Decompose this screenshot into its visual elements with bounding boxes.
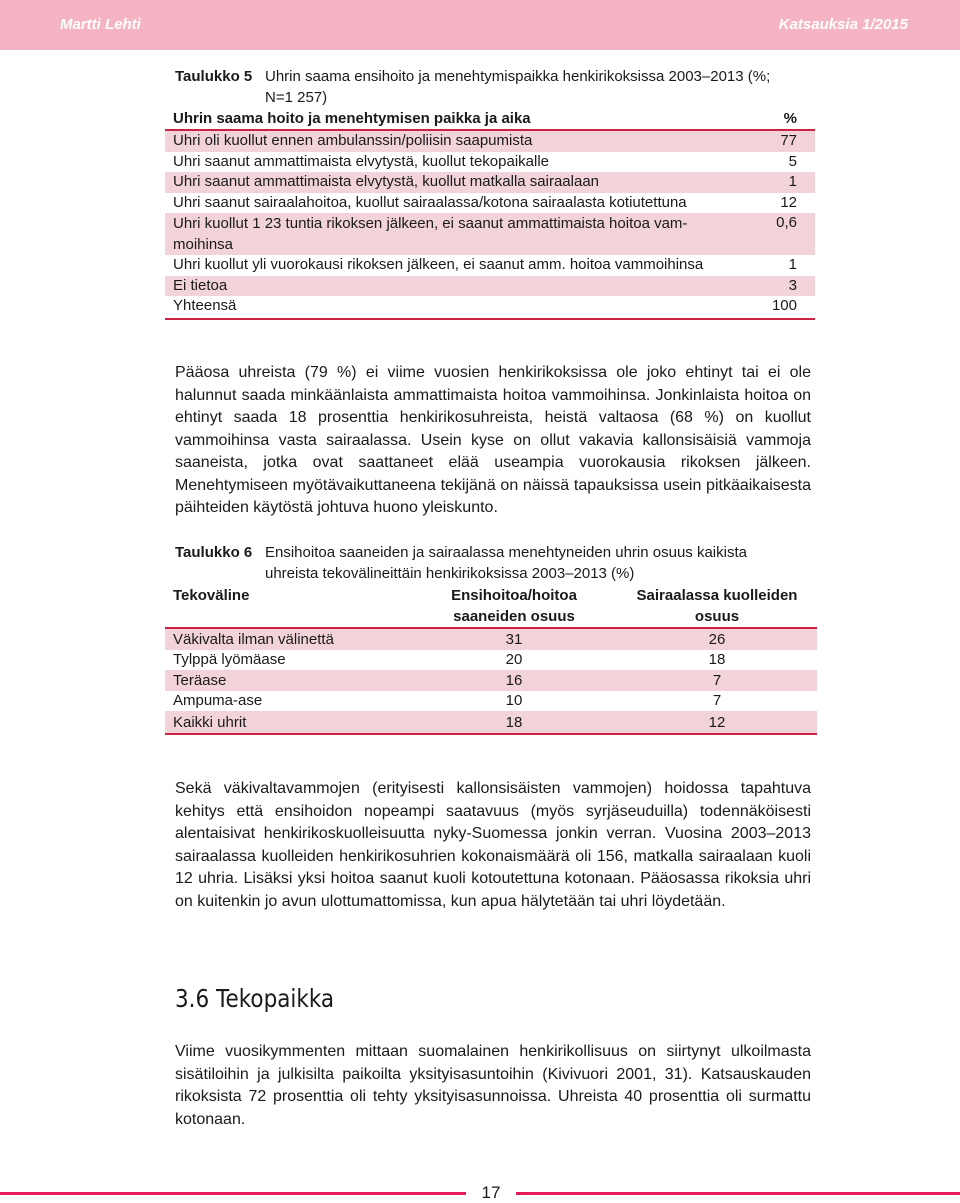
table-row <box>165 193 815 214</box>
table1-caption <box>175 66 815 108</box>
table2-header-row <box>165 584 817 628</box>
table1-cell-value: 1 <box>788 256 797 273</box>
header-author: Martti Lehti <box>60 16 141 33</box>
table2-cell-b: 26 <box>617 628 817 650</box>
section-heading <box>175 984 334 1013</box>
table2-cell-a: 10 <box>505 692 523 710</box>
table2-header-hospital: Sairaalassa kuolleiden osuus <box>617 584 817 628</box>
table1-header-row <box>165 108 815 130</box>
table-row <box>165 276 815 297</box>
table1-cell-value: 12 <box>780 193 797 211</box>
table2-caption <box>175 542 815 584</box>
table2-header-treated: Ensihoitoa/hoitoa saaneiden osuus <box>411 584 617 628</box>
table2-cell-label: Ampuma-ase <box>173 692 263 710</box>
table1-cell-label: Uhri kuollut 1 23 tuntia rikoksen jälkeen, ei saanut ammattimaista hoitoa vam- moihinsa <box>165 213 729 255</box>
table-row <box>165 152 815 173</box>
header-publication: Katsauksia 1/2015 <box>778 16 908 33</box>
paragraph-3: Viime vuosikymmenten mittaan suomalainen henkirikollisuus on siirtynyt ulkoilmasta sisätiloihin ja julkisilta paikoilta yksityisasuntoihin (Kivivuori 2001, 31). Katsauskauden rikoksista 72 prosenttia oli tehty yksityisasunnoissa. Uhreista 40 prosenttia oli surmattu kotonaan. <box>175 1043 811 1128</box>
table2-cell-a: 20 <box>505 651 523 669</box>
table1-cell-value: 77 <box>729 130 815 152</box>
table-row <box>165 213 815 255</box>
table2-cell-b: 18 <box>708 651 726 669</box>
table1-caption-line1: Uhrin saama ensihoito ja menehtymispaikka henkirikoksissa 2003–2013 (%; <box>265 68 771 85</box>
table2-cell-a: 31 <box>411 628 617 650</box>
paragraph-1: Pääosa uhreista (79 %) ei viime vuosien henkirikoksissa ole joko ehtinyt tai ei ole halunnut saada minkäänlaista ammattimaista hoitoa vammoihinsa. Jonkinlaista hoitoa on ehtinyt saada 18 prosenttia henkirikosuhreista, heistä valtaosa (68 %) on kuollut vammoihinsa vasta sairaalassa. Usein kyse on ollut vakavia kallonsisäisiä vammoja saaneista, jotka ovat saattaneet elää useampia vuorokausia rikoksen jälkeen. Menehtymiseen myötävaikuttaneena tekijänä on näissä tapauksissa usein pitkäaikaisesta päihteiden käytöstä johtuva huono yleiskunto. <box>175 364 811 516</box>
table1-cell-label: Uhri kuollut yli vuorokausi rikoksen jälkeen, ei saanut amm. hoitoa vammoihinsa <box>173 256 704 273</box>
table-row <box>165 670 817 691</box>
table-row <box>165 296 815 319</box>
table2-cell-label: Teräase <box>165 670 411 691</box>
table1-caption-line2: N=1 257) <box>265 89 328 106</box>
table1-cell-value: 100 <box>729 296 815 319</box>
table-row <box>165 650 817 671</box>
section-title-text: Tekopaikka <box>216 984 335 1013</box>
table1-header-label: Uhrin saama hoito ja menehtymisen paikka ja aika <box>165 108 729 130</box>
table1-label: Taulukko 5 <box>175 68 253 85</box>
table1-cell-label: Uhri saanut ammattimaista elvytystä, kuollut tekopaikalle <box>173 152 549 170</box>
table2-cell-a: 16 <box>411 670 617 691</box>
table2-cell-b: 7 <box>712 692 722 710</box>
footer-rule-right <box>516 1192 960 1195</box>
page-header <box>0 0 960 50</box>
table1-cell-label: Uhri oli kuollut ennen ambulanssin/poliisin saapumista <box>165 130 729 152</box>
table-row <box>165 628 817 650</box>
table-row <box>165 130 815 152</box>
table-row <box>165 172 815 193</box>
table2-cell-b: 12 <box>617 711 817 734</box>
table2-label: Taulukko 6 <box>175 544 253 561</box>
table2-cell-label: Tylppä lyömäase <box>173 651 286 669</box>
table1-header-pct: % <box>729 108 815 130</box>
table1-cell-label: Ei tietoa <box>165 276 729 297</box>
table2-header-tool: Tekoväline <box>165 584 411 628</box>
section-number: 3.6 <box>175 984 210 1013</box>
table1-cell-value: 5 <box>788 152 797 170</box>
table-row <box>165 691 817 712</box>
table2-cell-label: Kaikki uhrit <box>165 711 411 734</box>
table2-caption-line2: uhreista tekovälineittäin henkirikoksissa 2003–2013 (%) <box>265 565 635 582</box>
table1-cell-label: Uhri saanut ammattimaista elvytystä, kuollut matkalla sairaalaan <box>165 172 729 193</box>
table2-cell-label: Väkivalta ilman välinettä <box>165 628 411 650</box>
table-row <box>165 711 817 734</box>
table1-cell-value: 3 <box>729 276 815 297</box>
table1-cell-label: Yhteensä <box>165 296 729 319</box>
table2-cell-a: 18 <box>411 711 617 734</box>
table1-cell-value: 0,6 <box>729 213 815 255</box>
table-row <box>165 255 815 276</box>
table1 <box>165 108 815 320</box>
footer-rule-left <box>0 1192 466 1195</box>
table1-cell-value: 1 <box>729 172 815 193</box>
table2 <box>165 584 817 735</box>
paragraph-2: Sekä väkivaltavammojen (erityisesti kallonsisäisten vammojen) hoidossa tapahtuva kehitys että ensihoidon nopeampi saatavuus (myös syrjäseuduilla) todennäköisesti alentaisivat henkirikoskuolleisuutta nyky-Suomessa jonkin verran. Vuosina 2003–2013 sairaalassa kuolleiden henkirikosuhrien kokonaismäärä oli 156, matkalla sairaalaan kuoli 12 uhria. Lisäksi yksi hoitoa saanut kuoli kotoutettuna kotonaan. Pääosassa rikoksia uhri on kuitenkin jo avun ulottumattomissa, kun apua hälytetään tai uhri löydetään. <box>175 780 811 910</box>
page-number: 17 <box>481 1183 501 1202</box>
table2-caption-line1: Ensihoitoa saaneiden ja sairaalassa menehtyneiden uhrin osuus kaikista <box>265 544 747 561</box>
table1-cell-label: Uhri saanut sairaalahoitoa, kuollut sairaalassa/kotona sairaalasta kotiutettuna <box>173 193 687 211</box>
table2-cell-b: 7 <box>617 670 817 691</box>
